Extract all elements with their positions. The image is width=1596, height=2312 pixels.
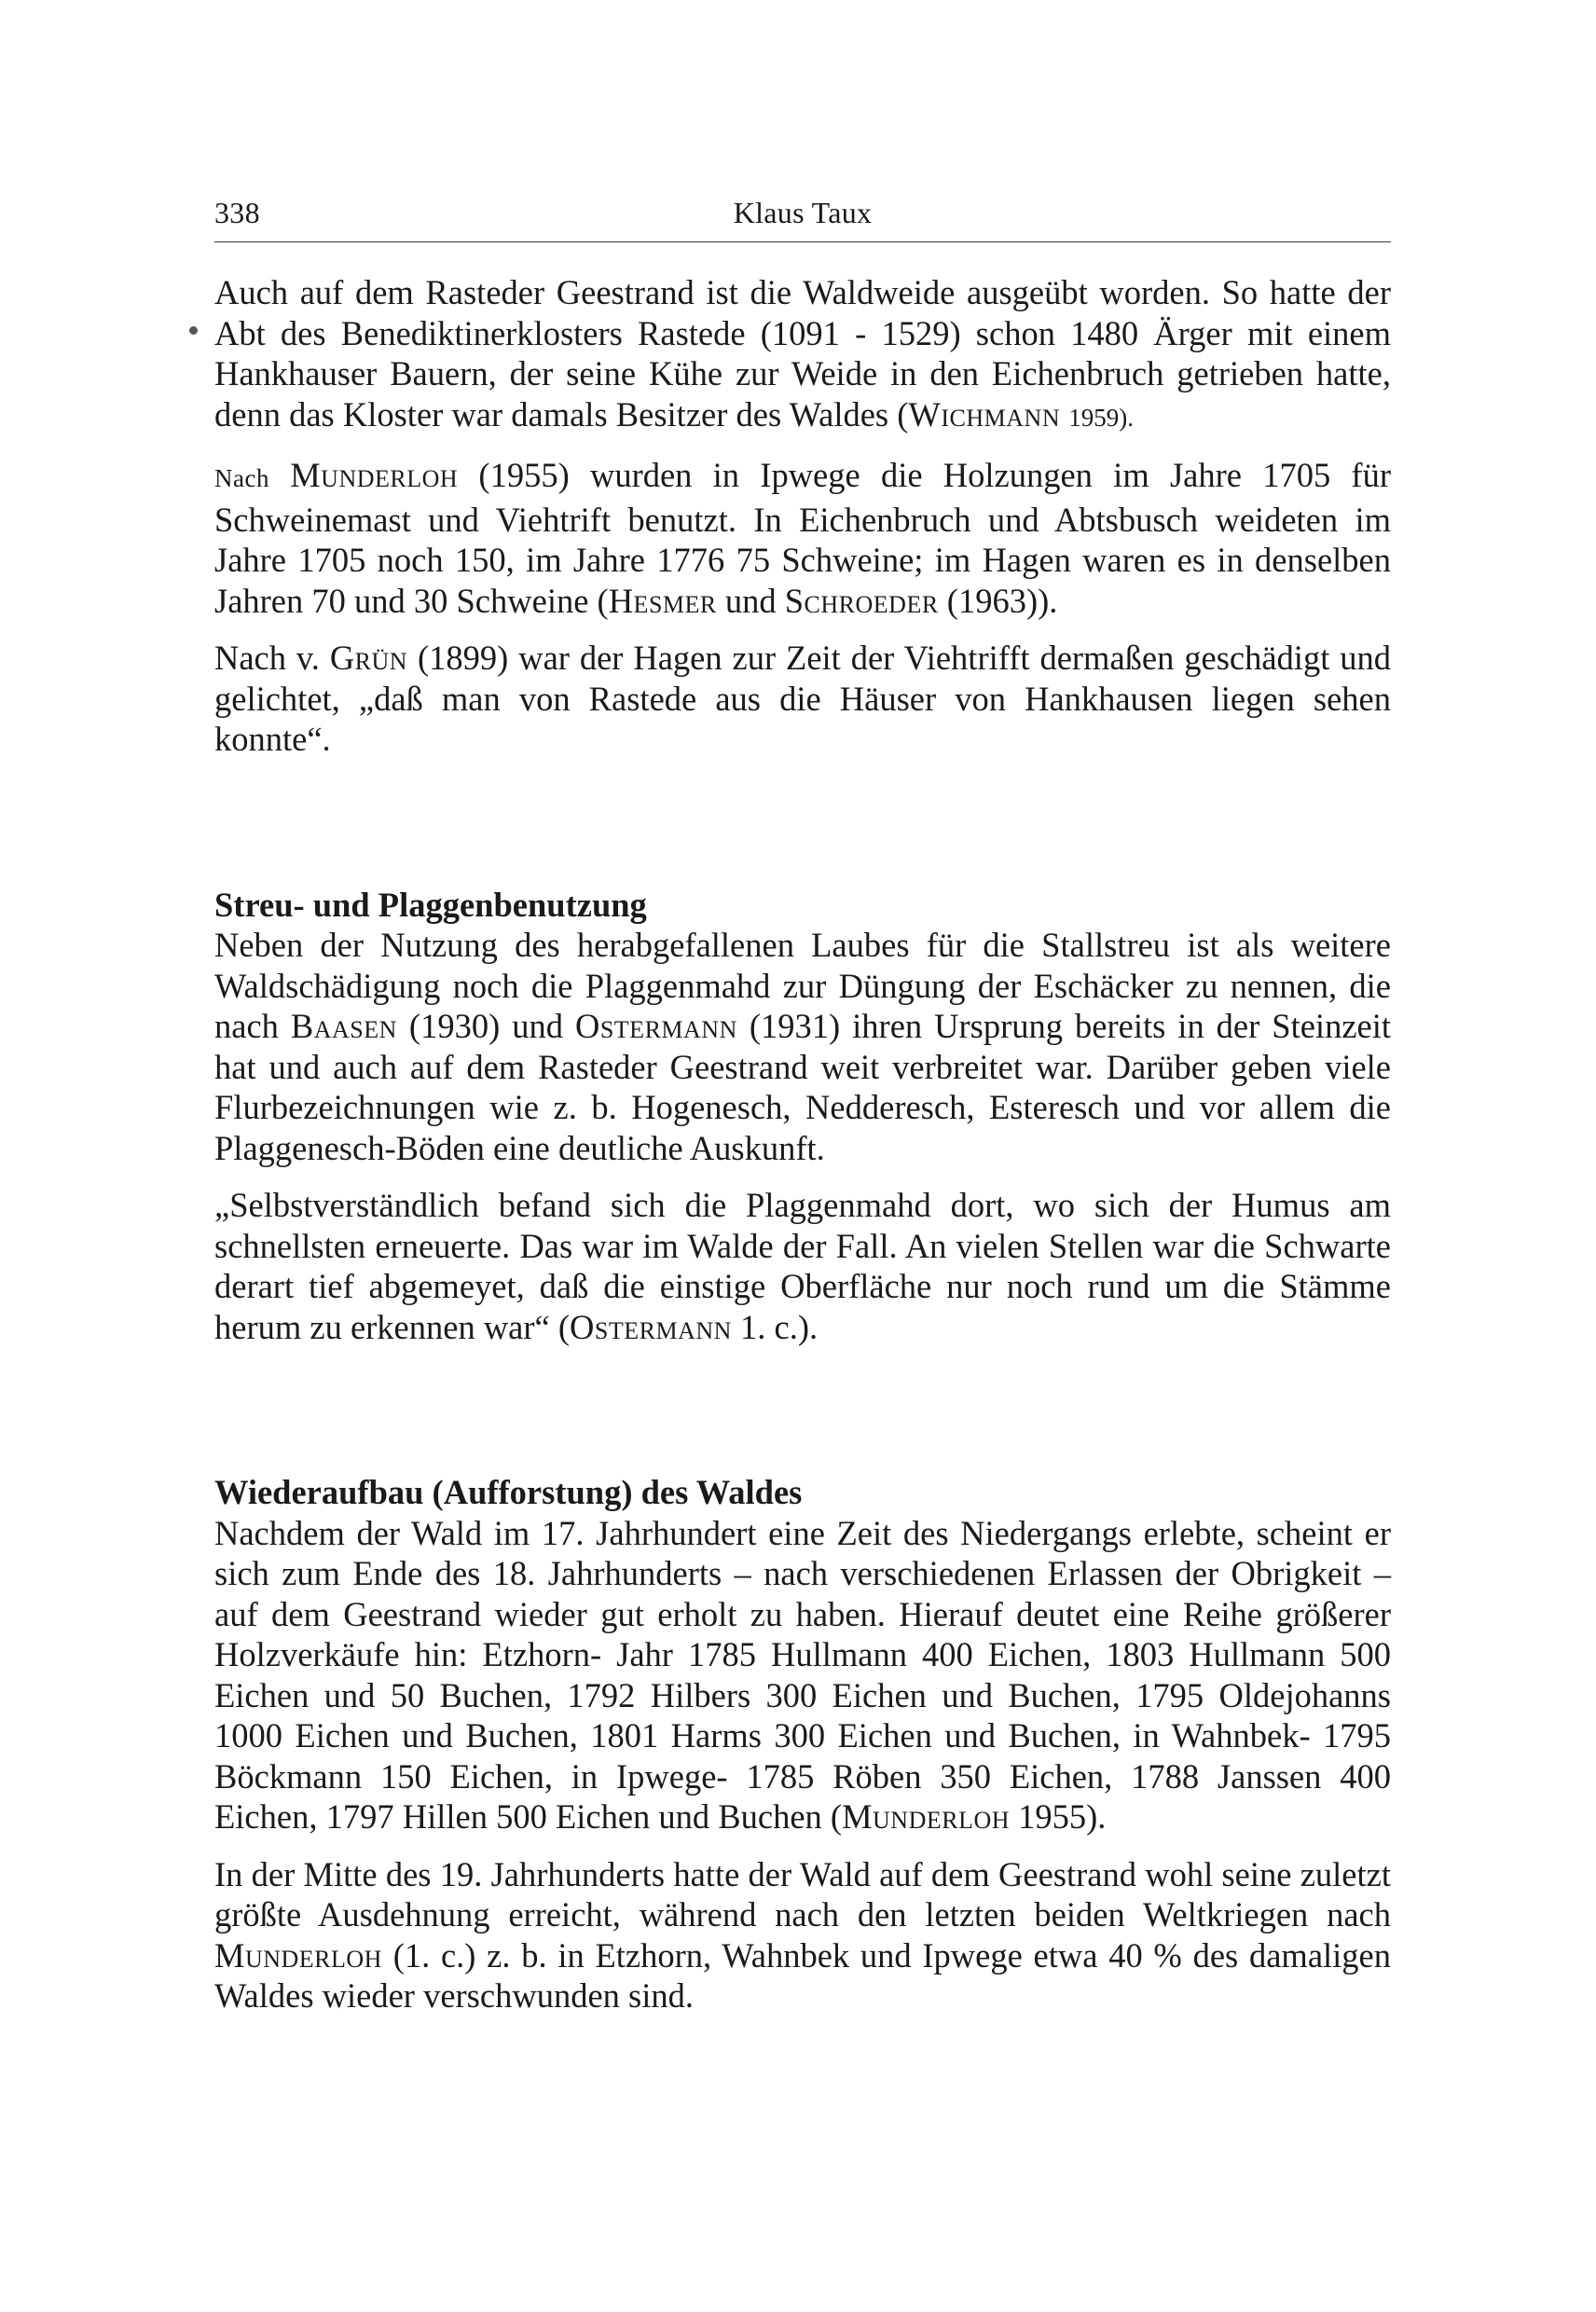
citation-munderloh-1955: Munderloh: [842, 1797, 1011, 1836]
section-title-streu: Streu- und Plaggenbenutzung: [214, 885, 647, 924]
body-text: [214, 272, 1391, 2016]
citation-schroeder: Schroeder: [784, 581, 939, 620]
paragraph-munderloh: Nach Munderloh (1955) wurden in Ipwege die Holzungen im Jahre 1705 für Schweinemast und Viehtrift benutzt. In Eichenbruch und Abtsbusch weideten im Jahre 1705 noch 150, im Jahre 1776 75 Schweine; im Hagen waren es in denselben Jahren 70 und 30 Schweine (Hesmer und Schroeder (1963)).: [214, 456, 1391, 620]
citation-munderloh: Munderloh: [290, 456, 459, 494]
paragraph-quote-ostermann: „Selbstverständlich befand sich die Plaggenmahd dort, wo sich der Humus am schnellsten erneuerte. Das war im Walde der Fall. An vielen Stellen war die Schwarte derart tief abgemeyet, daß die einstige Oberfläche nur noch rund um die Stämme herum zu erkennen war“ (Ostermann 1. c.).: [214, 1186, 1391, 1346]
citation-hesmer: Hesmer: [608, 581, 717, 620]
paragraph-ausdehnung: In der Mitte des 19. Jahrhunderts hatte der Wald auf dem Geestrand wohl seine zuletzt größte Ausdehnung erreicht, während nach den letzten beiden Weltkriegen nach Munderloh (1. c.) z. b. in Etzhorn, Wahnbek und Ipwege etwa 40 % des damaligen Waldes wieder verschwunden sind.: [214, 1854, 1391, 2015]
paragraph-plaggenmahd: Neben der Nutzung des herabgefallenen Laubes für die Stallstreu ist als weitere Waldschädigung noch die Plaggenmahd zur Düngung der Eschäcker zu nennen, die nach Baasen (1930) und Ostermann (1931) ihren Ursprung bereits in der Steinzeit hat und auch auf dem Rasteder Geestrand weit verbreitet war. Darüber geben viele Flurbezeichnungen wie z. b. Hogenesch, Nedderesch, Esteresch und vor allem die Plaggenesch-Böden eine deutliche Auskunft.: [214, 926, 1392, 1167]
paragraph-gruen: Nach v. Grün (1899) war der Hagen zur Zeit der Viehtrifft dermaßen geschädigt und gelichtet, „daß man von Rastede aus die Häuser von Hankhausen liegen sehen konnte“.: [214, 639, 1391, 758]
citation-gruen: Grün: [329, 639, 408, 677]
citation-ostermann-lc: Ostermann: [570, 1307, 732, 1346]
citation-ostermann: Ostermann: [574, 1007, 737, 1045]
header-rule: [214, 241, 1391, 242]
paragraph-holzverkaeufe: Nachdem der Wald im 17. Jahrhundert eine Zeit des Niedergangs erlebte, scheint er sich zum Ende des 18. Jahrhunderts – nach verschiedenen Erlassen der Obrigkeit – auf dem Geestrand wieder gut erholt zu haben. Hierauf deutet eine Reihe größerer Holzverkäufe hin: Etzhorn- Jahr 1785 Hullmann 400 Eichen, 1803 Hullmann 500 Eichen und 50 Buchen, 1792 Hilbers 300 Eichen und Buchen, 1795 Oldejohanns 1000 Eichen und Buchen, 1801 Harms 300 Eichen und Buchen, in Wahnbek- 1795 Böckmann 150 Eichen, in Ipwege- 1785 Röben 350 Eichen, 1788 Janssen 400 Eichen, 1797 Hillen 500 Eichen und Buchen (Munderloh 1955).: [214, 1513, 1391, 1836]
paragraph-waldweide: Auch auf dem Rasteder Geestrand ist die Waldweide ausgeübt worden. So hatte der Abt des Benediktinerklosters Rastede (1091 - 1529) schon 1480 Ärger mit einem Hankhauser Bauern, der seine Kühe zur Weide in den Eichenbruch getrieben hatte, denn das Kloster war damals Besitzer des Waldes (Wichmann 1959).: [214, 273, 1391, 434]
citation-baasen: Baasen: [290, 1007, 397, 1045]
citation-munderloh-lc: Munderloh: [214, 1935, 382, 1975]
citation-wichmann: Wichmann: [908, 394, 1061, 434]
margin-dot-mark: [189, 326, 198, 335]
running-head: [214, 190, 1391, 235]
section-title-wiederaufbau: Wiederaufbau (Aufforstung) des Waldes: [214, 1473, 803, 1511]
header-author: Klaus Taux: [733, 196, 873, 229]
page-number: 338: [214, 196, 260, 229]
